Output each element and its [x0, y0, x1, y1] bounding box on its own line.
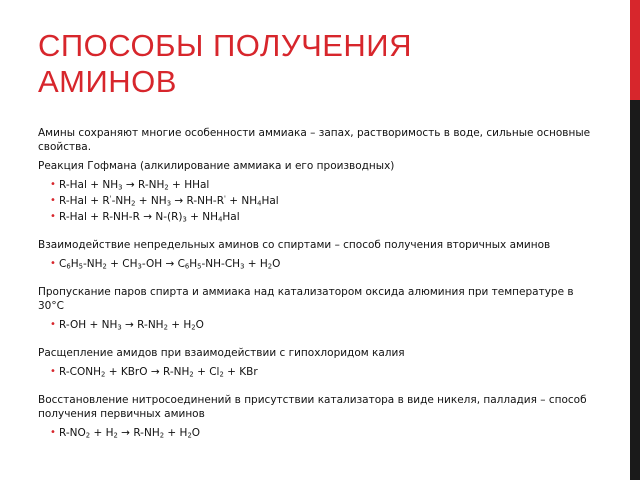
reaction-list-amides: [38, 365, 598, 379]
reaction-list-alcohols: [38, 257, 598, 271]
reaction-item: • $R-Hal + R'-NH_2 + NH_3 \to R-NH-R' + NH_4Hal$: [38, 194, 598, 208]
section-spacer: [38, 334, 598, 346]
reaction-list-hofmann: [38, 178, 598, 224]
slide-title: СПОСОБЫ ПОЛУЧЕНИЯ АМИНОВ: [38, 28, 412, 99]
reaction-list-nitro: [38, 426, 598, 440]
section-heading-catalyst: Пропускание паров спирта и аммиака над катализатором оксида алюминия при температуре в 30°С: [38, 286, 574, 312]
section-heading-alcohols: Взаимодействие непредельных аминов со спиртами – способ получения вторичных аминов: [38, 239, 551, 251]
reaction-item: • $R-OH + NH_3 \to R-NH_2 + H_2O$: [38, 318, 598, 332]
slide-body: [38, 126, 598, 442]
slide-edge-bar: [630, 0, 640, 480]
section-spacer: [38, 381, 598, 393]
reaction-item: • $R-Hal + R-NH-R \to N-(R)_3 + NH_4Hal$: [38, 210, 598, 224]
reaction-item: • $C_6H_5-NH_2 + CH_3-OH \to C_6H_5-NH-CH_3 + H_2O$: [38, 257, 598, 271]
intro-paragraph: Амины сохраняют многие особенности аммиака – запах, растворимость в воде, сильные основные свойства.: [38, 127, 591, 153]
section-spacer: [38, 273, 598, 285]
reaction-item: • $R-CONH_2$ + KBrO → $R-NH_2 + Cl_2$ + KBr: [38, 365, 598, 379]
section-heading-hofmann: Реакция Гофмана (алкилирование аммиака и его производных): [38, 160, 395, 172]
reaction-item: • $R-NO_2 + H_2 \to R-NH_2 + H_2O$: [38, 426, 598, 440]
section-heading-amides: Расщепление амидов при взаимодействии с гипохлоридом калия: [38, 347, 405, 359]
reaction-item: • $R-Hal + NH_3 \to R-NH_2$ + HHal: [38, 178, 598, 192]
section-spacer: [38, 226, 598, 238]
reaction-list-catalyst: [38, 318, 598, 332]
section-heading-nitro: Восстановление нитросоединений в присутствии катализатора в виде никеля, палладия – способ получения первичных аминов: [38, 394, 587, 420]
slide-edge-accent: [630, 0, 640, 100]
